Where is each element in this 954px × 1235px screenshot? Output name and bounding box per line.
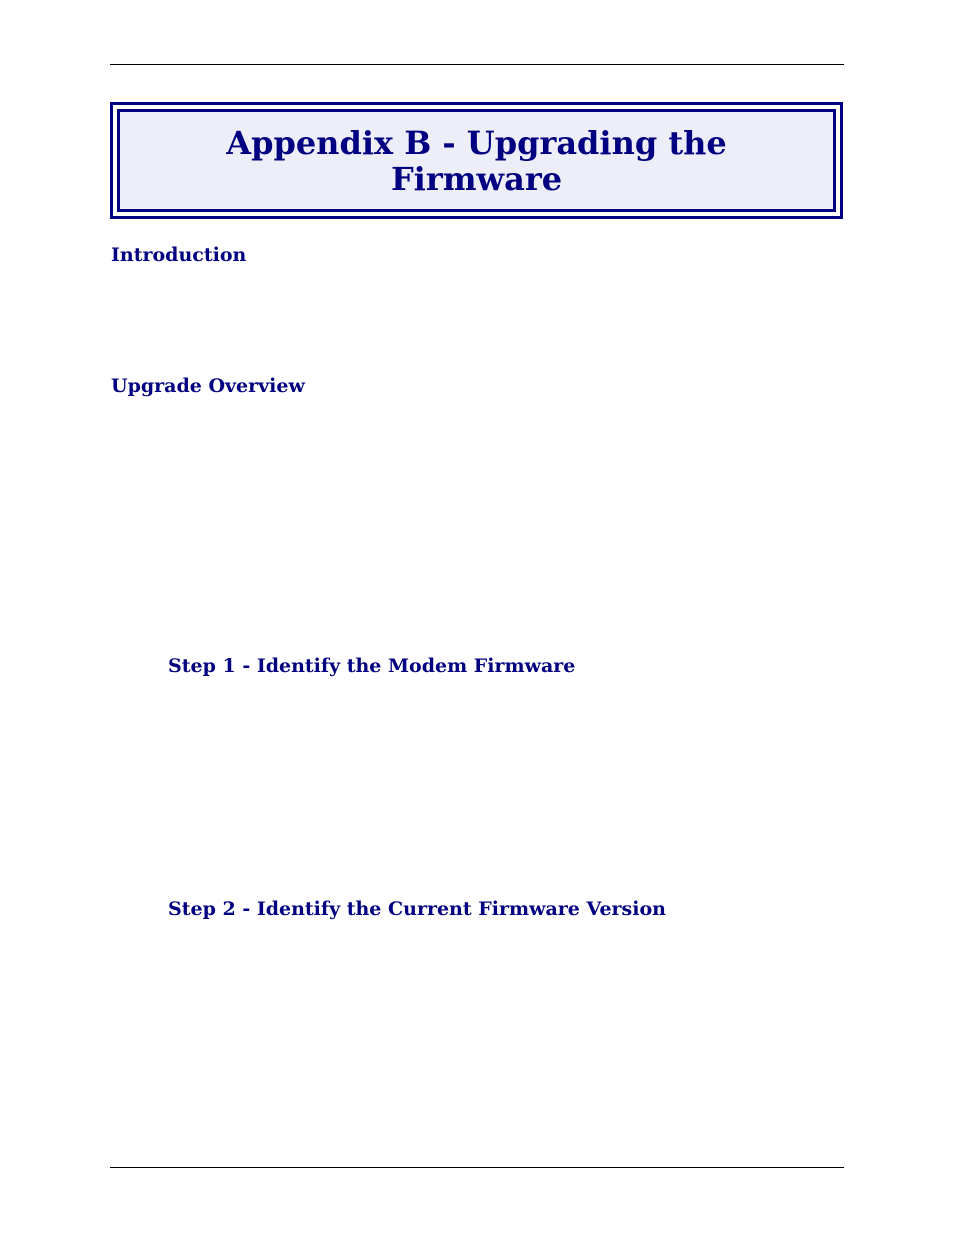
section-heading-introduction: Introduction bbox=[111, 244, 247, 266]
appendix-title-inner bbox=[117, 109, 836, 212]
footer-rule bbox=[110, 1167, 844, 1168]
section-heading-upgrade-overview: Upgrade Overview bbox=[111, 375, 305, 397]
subsection-heading-step-2: Step 2 - Identify the Current Firmware Version bbox=[168, 898, 666, 920]
subsection-heading-step-1: Step 1 - Identify the Modem Firmware bbox=[168, 655, 576, 677]
header-rule bbox=[110, 64, 844, 65]
appendix-title-box bbox=[110, 102, 843, 219]
appendix-title-line-1: Appendix B - Upgrading the bbox=[226, 123, 727, 162]
appendix-title-line-2: Firmware bbox=[390, 159, 563, 198]
